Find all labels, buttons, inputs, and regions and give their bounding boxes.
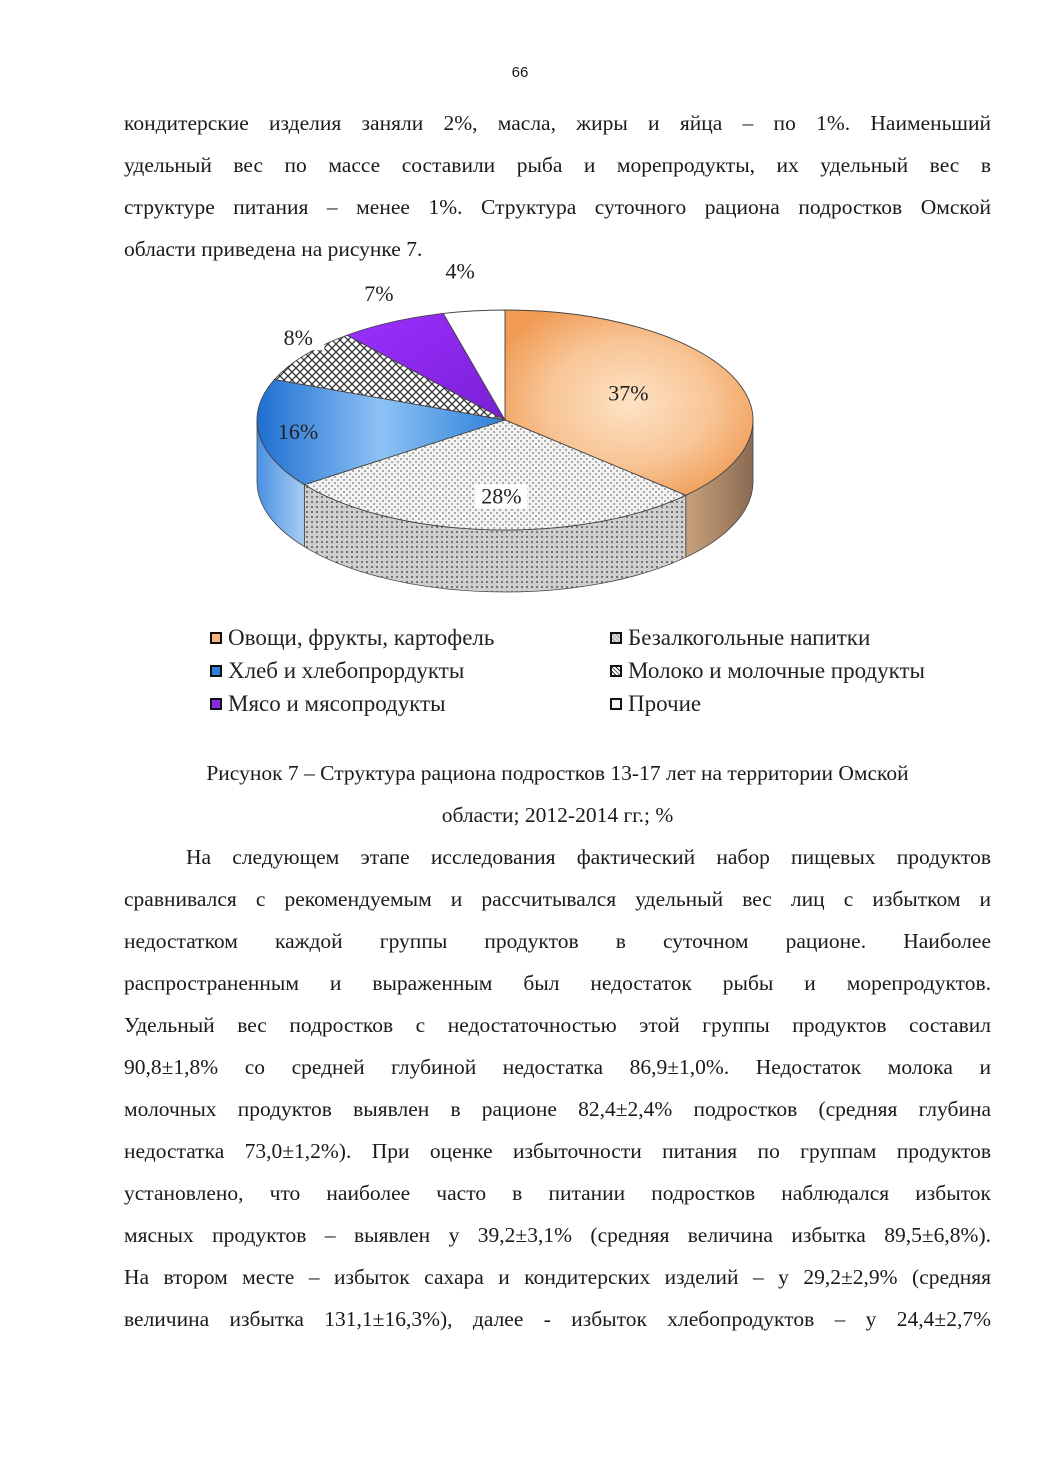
text-line: кондитерские изделия заняли 2%, масла, жиры и яйца – по 1%. Наименьший bbox=[124, 111, 991, 135]
pie-label: 8% bbox=[283, 325, 313, 351]
text-line: величина избытка 131,1±16,3%), далее - избыток хлебопродуктов – у 24,4±2,7% bbox=[124, 1307, 991, 1331]
text-line: установлено, что наиболее часто в питании подростков наблюдался избыток bbox=[124, 1181, 991, 1205]
legend-swatch bbox=[210, 665, 222, 677]
legend-item bbox=[210, 658, 464, 684]
figure-caption-line2: области; 2012-2014 гг.; % bbox=[441, 803, 674, 827]
text-line: Удельный вес подростков с недостаточностью этой группы продуктов составил bbox=[124, 1013, 991, 1037]
text-line: 90,8±1,8% со средней глубиной недостатка 86,9±1,0%. Недостаток молока и bbox=[124, 1055, 991, 1079]
legend-item bbox=[210, 691, 446, 717]
pie-chart bbox=[240, 258, 780, 620]
text-line: структуре питания – менее 1%. Структура суточного рациона подростков Омской bbox=[124, 195, 991, 219]
legend-swatch bbox=[210, 698, 222, 710]
legend-label: Безалкогольные напитки bbox=[628, 625, 871, 650]
pie-label: 4% bbox=[445, 258, 475, 284]
legend-label: Прочие bbox=[628, 691, 702, 716]
pie-label: 16% bbox=[277, 418, 319, 444]
text-line: распространенным и выраженным был недостаток рыбы и морепродуктов. bbox=[124, 971, 991, 995]
legend-item bbox=[610, 658, 925, 684]
legend-label: Хлеб и хлебопрордукты bbox=[228, 658, 465, 683]
legend-item bbox=[610, 691, 701, 717]
chart-legend bbox=[210, 625, 1010, 725]
legend-item bbox=[210, 625, 494, 651]
legend-swatch bbox=[610, 632, 622, 644]
text-line: удельный вес по массе составили рыба и морепродукты, их удельный вес в bbox=[124, 153, 991, 177]
text-line: области приведена на рисунке 7. bbox=[124, 237, 423, 261]
legend-label: Овощи, фрукты, картофель bbox=[228, 625, 495, 650]
text-line: недостатком каждой группы продуктов в суточном рационе. Наиболее bbox=[124, 929, 991, 953]
legend-swatch bbox=[610, 665, 622, 677]
page-number: 66 bbox=[511, 64, 529, 81]
legend-label: Мясо и мясопродукты bbox=[228, 691, 446, 716]
text-line: мясных продуктов – выявлен у 39,2±3,1% (средняя величина избытка 89,5±6,8%). bbox=[124, 1223, 991, 1247]
legend-swatch bbox=[610, 698, 622, 710]
text-line: недостатка 73,0±1,2%). При оценке избыточности питания по группам продуктов bbox=[124, 1139, 991, 1163]
legend-swatch bbox=[210, 632, 222, 644]
pie-label: 7% bbox=[364, 281, 394, 307]
figure-caption: Рисунок 7 – Структура рациона подростков 13-17 лет на территории Омской bbox=[206, 761, 909, 785]
pie-label: 37% bbox=[608, 380, 649, 406]
pie-label: 28% bbox=[481, 483, 522, 509]
text-line: На следующем этапе исследования фактический набор пищевых продуктов bbox=[186, 845, 991, 869]
text-line: На втором месте – избыток сахара и кондитерских изделий – у 29,2±2,9% (средняя bbox=[124, 1265, 991, 1289]
text-line: молочных продуктов выявлен в рационе 82,4±2,4% подростков (средняя глубина bbox=[124, 1097, 991, 1121]
legend-label: Молоко и молочные продукты bbox=[628, 658, 926, 683]
text-line: сравнивался с рекомендуемым и рассчитывался удельный вес лиц с избытком и bbox=[124, 887, 991, 911]
legend-item bbox=[610, 625, 870, 651]
